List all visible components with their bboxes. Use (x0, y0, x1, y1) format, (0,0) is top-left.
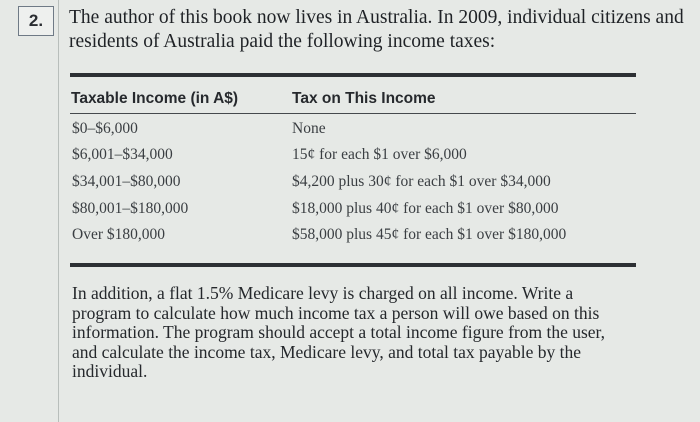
income-cell: $6,001–$34,000 (72, 146, 173, 163)
table-bottom-rule (70, 263, 636, 267)
tax-cell: None (292, 120, 326, 137)
income-cell: $0–$6,000 (72, 120, 138, 137)
tax-cell: 15¢ for each $1 over $6,000 (292, 146, 467, 163)
tax-cell: $4,200 plus 30¢ for each $1 over $34,000 (292, 173, 551, 190)
table-header-rule (70, 113, 636, 114)
problem-number: 2. (18, 6, 54, 36)
column-header-tax: Tax on This Income (292, 90, 436, 107)
table-top-rule (70, 73, 636, 77)
tax-cell: $18,000 plus 40¢ for each $1 over $80,000 (292, 200, 559, 217)
income-cell: Over $180,000 (72, 226, 165, 243)
problem-instructions: In addition, a flat 1.5% Medicare levy is charged on all income. Write a program to calculate how much income tax a person will owe based on this information. The program should accept a total income figure from the user, and calculate the income tax, Medicare levy, and total tax payable by the individual. (72, 283, 606, 381)
tax-cell: $58,000 plus 45¢ for each $1 over $180,000 (292, 226, 567, 243)
income-cell: $80,001–$180,000 (72, 200, 189, 217)
margin-line (58, 0, 59, 422)
column-header-income: Taxable Income (in A$) (71, 90, 239, 107)
problem-intro: The author of this book now lives in Australia. In 2009, individual citizens and residents of Australia paid the following income taxes: (69, 7, 684, 52)
income-cell: $34,001–$80,000 (72, 173, 181, 190)
